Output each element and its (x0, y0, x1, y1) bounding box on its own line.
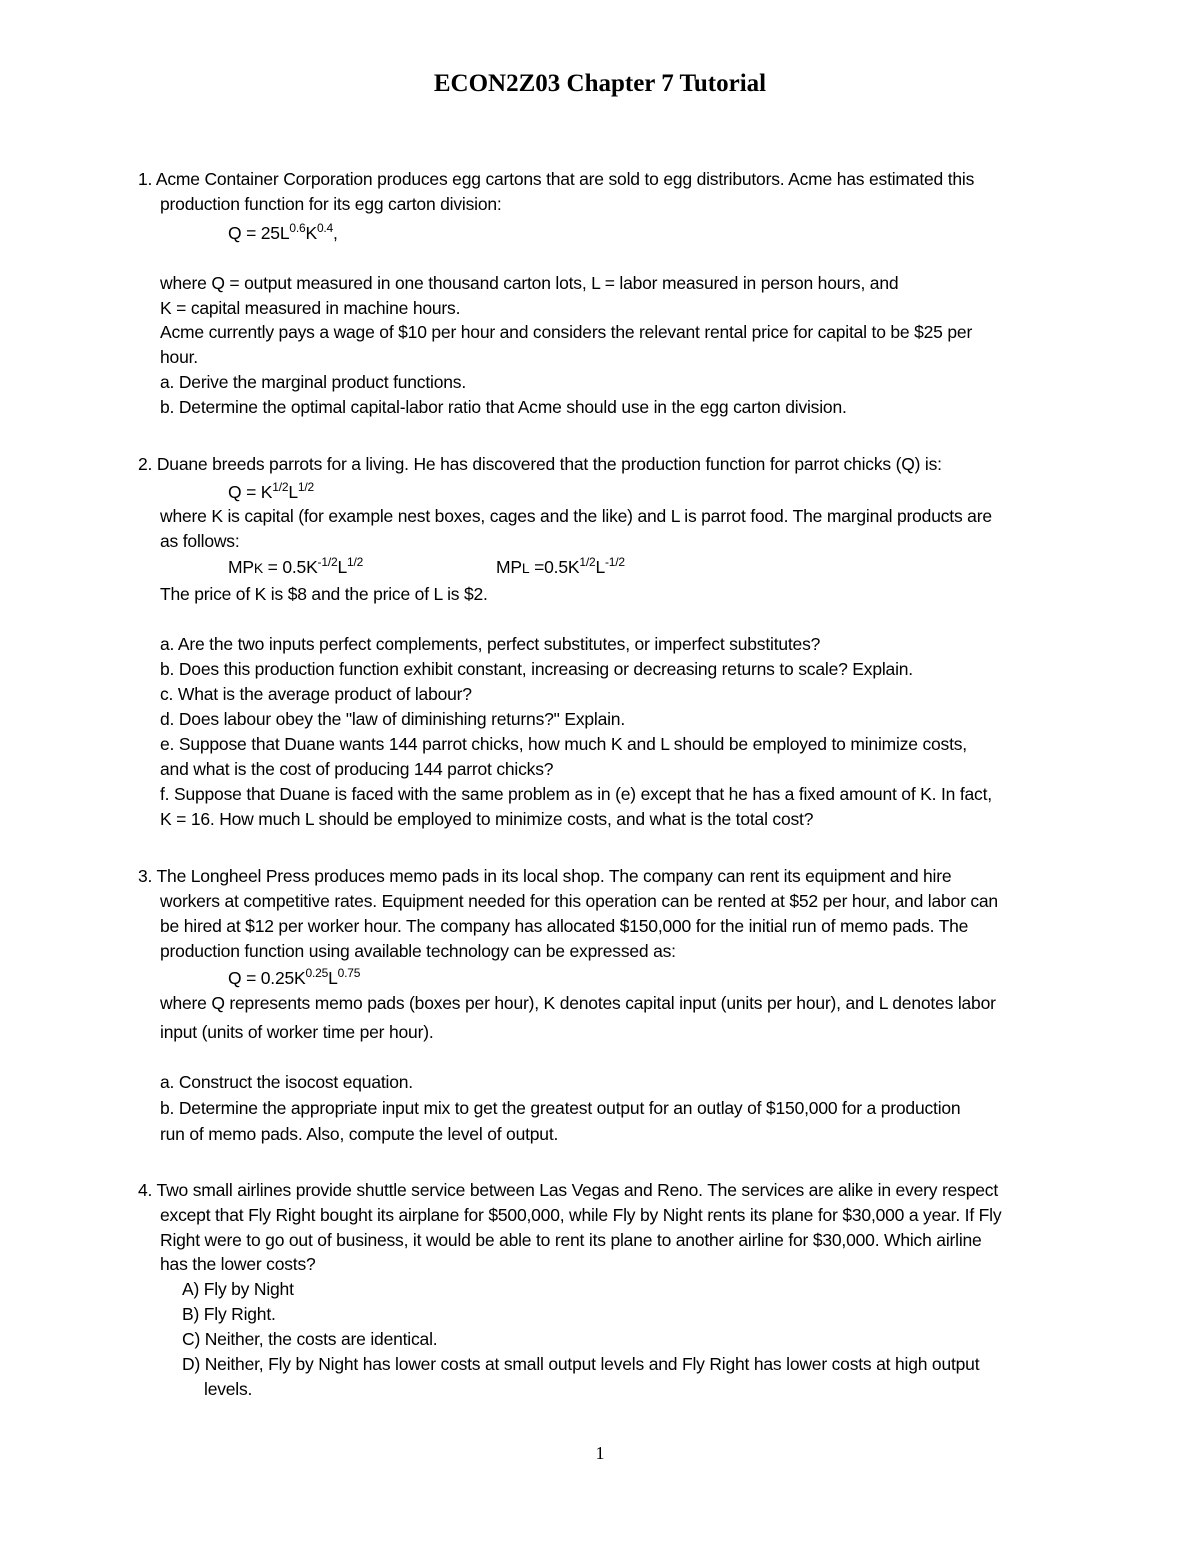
q1-line-5: Acme currently pays a wage of $10 per hour and considers the relevant rental price for capital to be $25 per (160, 322, 973, 342)
q2-line-3: as follows: (160, 531, 240, 551)
q1-line-6: hour. (160, 347, 198, 367)
q1-line-1: 1. Acme Container Corporation produces egg cartons that are sold to egg distributors. Acme has estimated this (138, 169, 975, 189)
q3-line-1: 3. The Longheel Press produces memo pads in its local shop. The company can rent its equipment and hire (138, 866, 952, 886)
q4-option-c: C) Neither, the costs are identical. (182, 1329, 438, 1349)
q1-line-4: K = capital measured in machine hours. (160, 298, 461, 318)
q2-line-2: where K is capital (for example nest boxes, cages and the like) and L is parrot food. The marginal products are (160, 506, 992, 526)
q2-equation: $Q = K^{1/2}L^{1/2}$ (228, 480, 314, 502)
q4-option-b: B) Fly Right. (182, 1304, 276, 1324)
q3-part-b-line-2: run of memo pads. Also, compute the level of output. (160, 1124, 559, 1144)
q1-line-2: production function for its egg carton division: (160, 194, 502, 214)
q2-part-b: b. Does this production function exhibit constant, increasing or decreasing returns to scale? Explain. (160, 659, 913, 679)
q4-option-a: A) Fly by Night (182, 1279, 294, 1299)
q3-line-3: be hired at $12 per worker hour. The company has allocated $150,000 for the initial run of memo pads. The (160, 916, 969, 936)
q2-mpl: MPL $=0.5K^{1/2}L^{-1/2}$ (496, 555, 625, 577)
q2-line-1: 2. Duane breeds parrots for a living. He has discovered that the production function for parrot chicks (Q) is: (138, 454, 942, 474)
q3-line-4: production function using available technology can be expressed as: (160, 941, 676, 961)
q1-line-3: where Q = output measured in one thousand carton lots, L = labor measured in person hours, and (160, 273, 899, 293)
q4-line-3: Right were to go out of business, it would be able to rent its plane to another airline for $30,000. Which airline (160, 1230, 982, 1250)
q2-line-4: The price of K is $8 and the price of L is $2. (160, 584, 488, 604)
q2-part-a: a. Are the two inputs perfect complements, perfect substitutes, or imperfect substitutes? (160, 634, 821, 654)
q1-equation: $Q = 25L^{0.6}K^{0.4}$, (228, 221, 338, 243)
page-number: 1 (595, 1443, 605, 1463)
q3-line-2: workers at competitive rates. Equipment needed for this operation can be rented at $52 per hour, and labor can (160, 891, 998, 911)
q3-equation: $Q = 0.25K^{0.25}L^{0.75}$ (228, 966, 361, 988)
q4-line-1: 4. Two small airlines provide shuttle service between Las Vegas and Reno. The services are alike in every respect (138, 1180, 998, 1200)
q2-part-e-line-1: e. Suppose that Duane wants 144 parrot chicks, how much K and L should be employed to minimize costs, (160, 734, 967, 754)
q1-part-b: b. Determine the optimal capital-labor ratio that Acme should use in the egg carton division. (160, 397, 847, 417)
q2-part-d: d. Does labour obey the "law of diminishing returns?" Explain. (160, 709, 626, 729)
q3-part-b-line-1: b. Determine the appropriate input mix to get the greatest output for an outlay of $150,000 for a production (160, 1098, 961, 1118)
q2-part-c: c. What is the average product of labour? (160, 684, 472, 704)
q4-line-4: has the lower costs? (160, 1254, 316, 1274)
q2-part-f-line-1: f. Suppose that Duane is faced with the same problem as in (e) except that he has a fixed amount of K. In fact, (160, 784, 992, 804)
q4-option-d-line-2: levels. (204, 1379, 253, 1399)
q1-part-a: a. Derive the marginal product functions. (160, 372, 466, 392)
q3-part-a: a. Construct the isocost equation. (160, 1072, 413, 1092)
q2-mpk: MPK = $0.5K^{-1/2}L^{1/2}$ (228, 555, 364, 577)
page-title: ECON2Z03 Chapter 7 Tutorial (433, 70, 767, 97)
q4-option-d-line-1: D) Neither, Fly by Night has lower costs at small output levels and Fly Right has lower costs at high output (182, 1354, 980, 1374)
q2-part-f-line-2: K = 16. How much L should be employed to minimize costs, and what is the total cost? (160, 809, 814, 829)
q2-part-e-line-2: and what is the cost of producing 144 parrot chicks? (160, 759, 554, 779)
q3-line-5: where Q represents memo pads (boxes per hour), K denotes capital input (units per hour), and L denotes labor (160, 993, 996, 1013)
q3-line-6: input (units of worker time per hour). (160, 1022, 434, 1042)
q4-line-2: except that Fly Right bought its airplane for $500,000, while Fly by Night rents its plane for $30,000 a year. If Fly (160, 1205, 1002, 1225)
